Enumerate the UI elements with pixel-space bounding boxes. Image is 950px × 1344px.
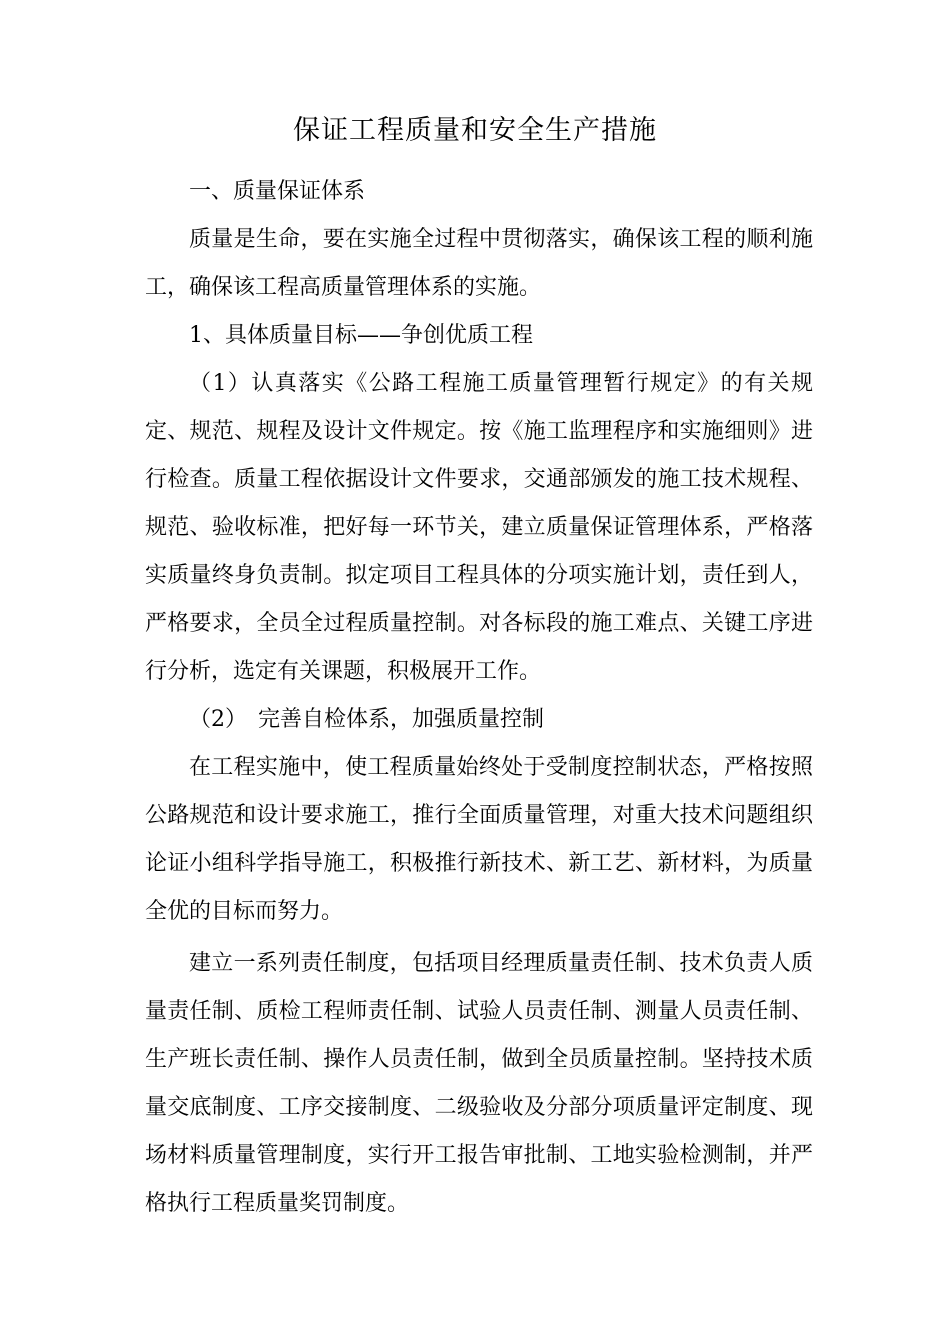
document-body — [145, 168, 813, 1228]
subheading-quality-target: 1、具体质量目标——争创优质工程 — [189, 323, 533, 348]
document-title: 保证工程质量和安全生产措施 — [293, 115, 657, 146]
section-heading-quality-system: 一、质量保证体系 — [189, 179, 366, 204]
paragraph-implementation: 在工程实施中，使工程质量始终处于受制度控制状态，严格按照公路规范和设计要求施工，推行全面质量管理，对重大技术问题组织论证小组科学指导施工，积极推行新技术、新工艺、新材料，为质量全优的目标而努力。 — [145, 755, 813, 924]
paragraph-quality-is-life: 质量是生命，要在实施全过程中贯彻落实，确保该工程的顺利施工，确保该工程高质量管理体系的实施。 — [145, 227, 813, 300]
subheading-item-2: （2） 完善自检体系，加强质量控制 — [189, 707, 544, 732]
paragraph-item-1: （1）认真落实《公路工程施工质量管理暂行规定》的有关规定、规范、规程及设计文件规定。按《施工监理程序和实施细则》进行检查。质量工程依据设计文件要求，交通部颁发的施工技术规程、规范、验收标准，把好每一环节关，建立质量保证管理体系，严格落实质量终身负责制。拟定项目工程具体的分项实施计划，责任到人，严格要求，全员全过程质量控制。对各标段的施工难点、关键工序进行分析，选定有关课题，积极展开工作。 — [145, 371, 813, 684]
paragraph-responsibility-system: 建立一系列责任制度，包括项目经理质量责任制、技术负责人质量责任制、质检工程师责任制、试验人员责任制、测量人员责任制、生产班长责任制、操作人员责任制，做到全员质量控制。坚持技术质量交底制度、工序交接制度、二级验收及分部分项质量评定制度、现场材料质量管理制度，实行开工报告审批制、工地实验检测制，并严格执行工程质量奖罚制度。 — [145, 951, 813, 1216]
